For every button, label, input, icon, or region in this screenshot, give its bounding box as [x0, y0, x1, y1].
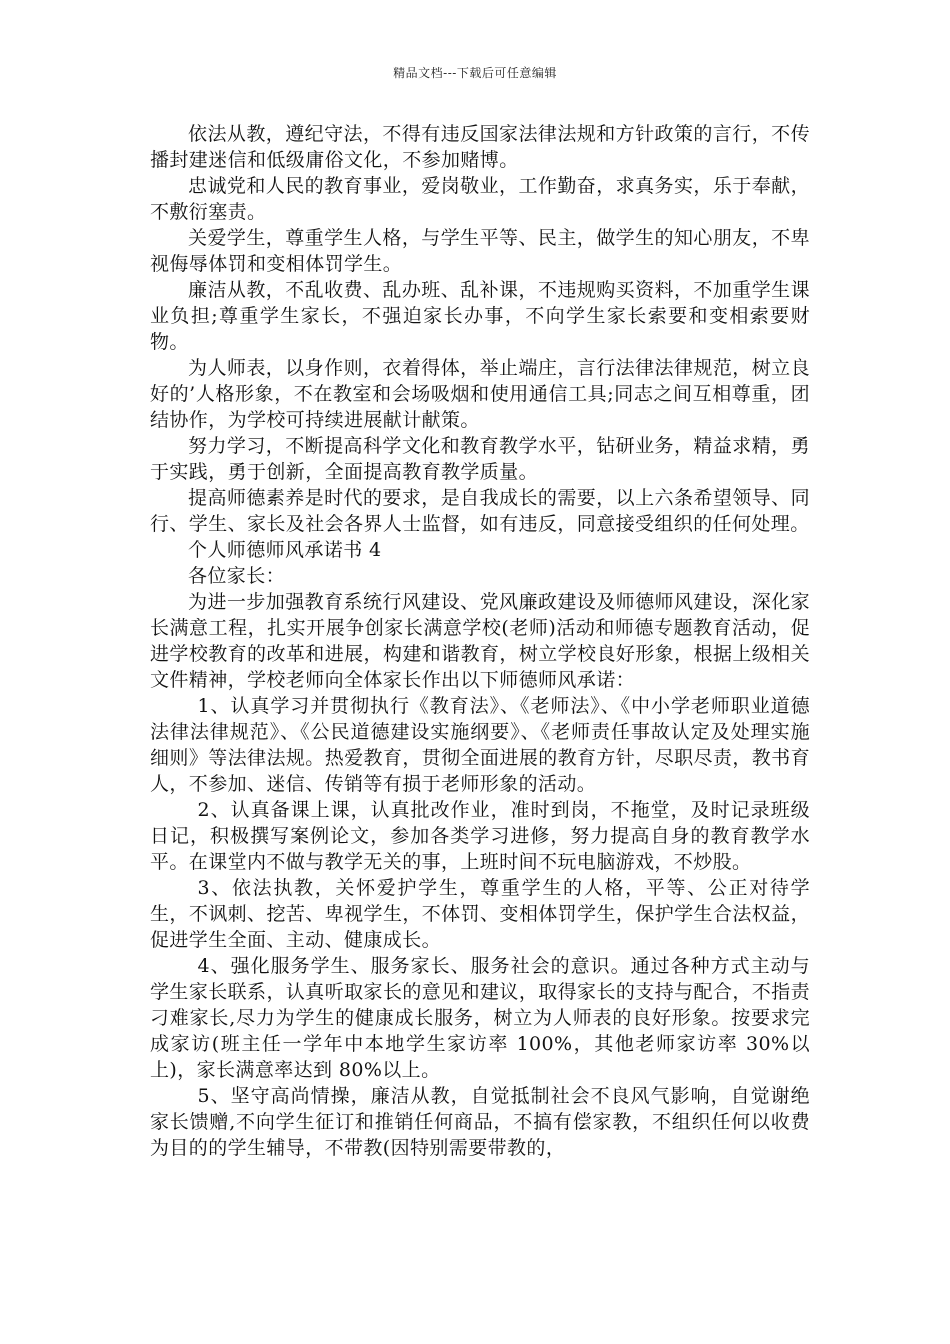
document-body — [150, 121, 810, 1161]
page-header: 精品文档---下载后可任意编辑 — [393, 66, 557, 80]
numbered-item: 3、依法执教，关怀爱护学生，尊重学生的人格，平等、公正对待学生，不讽刺、挖苦、卑视学生，不体罚、变相体罚学生，保护学生合法权益，促进学生全面、主动、健康成长。 — [150, 877, 810, 951]
paragraph: 关爱学生，尊重学生人格，与学生平等、民主，做学生的知心朋友，不卑视侮辱体罚和变相体罚学生。 — [150, 227, 810, 275]
paragraph: 提高师德素养是时代的要求，是自我成长的需要，以上六条希望领导、同行、学生、家长及社会各界人士监督，如有违反，同意接受组织的任何处理。 — [150, 487, 810, 535]
paragraph: 为进一步加强教育系统行风建设、党风廉政建设及师德师风建设，深化家长满意工程，扎实开展争创家长满意学校(老师)活动和师德专题教育活动，促进学校教育的改革和进展，构建和谐教育，树立学校良好形象，根据上级相关文件精神，学校老师向全体家长作出以下师德师风承诺： — [150, 591, 810, 691]
paragraph: 依法从教，遵纪守法，不得有违反国家法律法规和方针政策的言行，不传播封建迷信和低级庸俗文化，不参加赌博。 — [150, 123, 810, 171]
section-title: 个人师德师风承诺书 4 — [188, 539, 382, 561]
paragraph: 廉洁从教，不乱收费、乱办班、乱补课，不违规购买资料，不加重学生课业负担;尊重学生家长，不强迫家长办事，不向学生家长索要和变相索要财物。 — [150, 279, 810, 353]
numbered-item: 5、坚守高尚情操，廉洁从教，自觉抵制社会不良风气影响，自觉谢绝家长馈赠,不向学生征订和推销任何商品，不搞有偿家教，不组织任何以收费为目的的学生辅导，不带教(因特别需要带教的， — [150, 1085, 810, 1159]
paragraph: 为人师表，以身作则，衣着得体，举止端庄，言行法律法律规范，树立良好的’人格形象，不在教室和会场吸烟和使用通信工具;同志之间互相尊重，团结协作，为学校可持续进展献计献策。 — [150, 357, 810, 431]
paragraph: 努力学习，不断提高科学文化和教育教学水平，钻研业务，精益求精，勇于实践，勇于创新，全面提高教育教学质量。 — [150, 435, 810, 483]
numbered-item: 1、认真学习并贯彻执行《教育法》、《老师法》、《中小学老师职业道德法律法律规范》、《公民道德建设实施纲要》、《老师责任事故认定及处理实施细则》等法律法规。热爱教育，贯彻全面进展的教育方针，尽职尽责，教书育人，不参加、迷信、传销等有损于老师形象的活动。 — [150, 695, 810, 795]
numbered-item: 2、认真备课上课，认真批改作业，准时到岗，不拖堂，及时记录班级日记，积极撰写案例论文，参加各类学习进修，努力提高自身的教育教学水平。在课堂内不做与教学无关的事，上班时间不玩电脑游戏，不炒股。 — [150, 799, 810, 873]
numbered-item: 4、强化服务学生、服务家长、服务社会的意识。通过各种方式主动与学生家长联系，认真听取家长的意见和建议，取得家长的支持与配合，不指责刁难家长,尽力为学生的健康成长服务，树立为人师表的良好形象。按要求完成家访(班主任一学年中本地学生家访率 100%，其他老师家访率 30%以上)，家长满意率达到 80%以上。 — [150, 955, 810, 1081]
salutation: 各位家长： — [188, 565, 286, 587]
paragraph: 忠诚党和人民的教育事业，爱岗敬业，工作勤奋，求真务实，乐于奉献，不敷衍塞责。 — [150, 175, 810, 223]
